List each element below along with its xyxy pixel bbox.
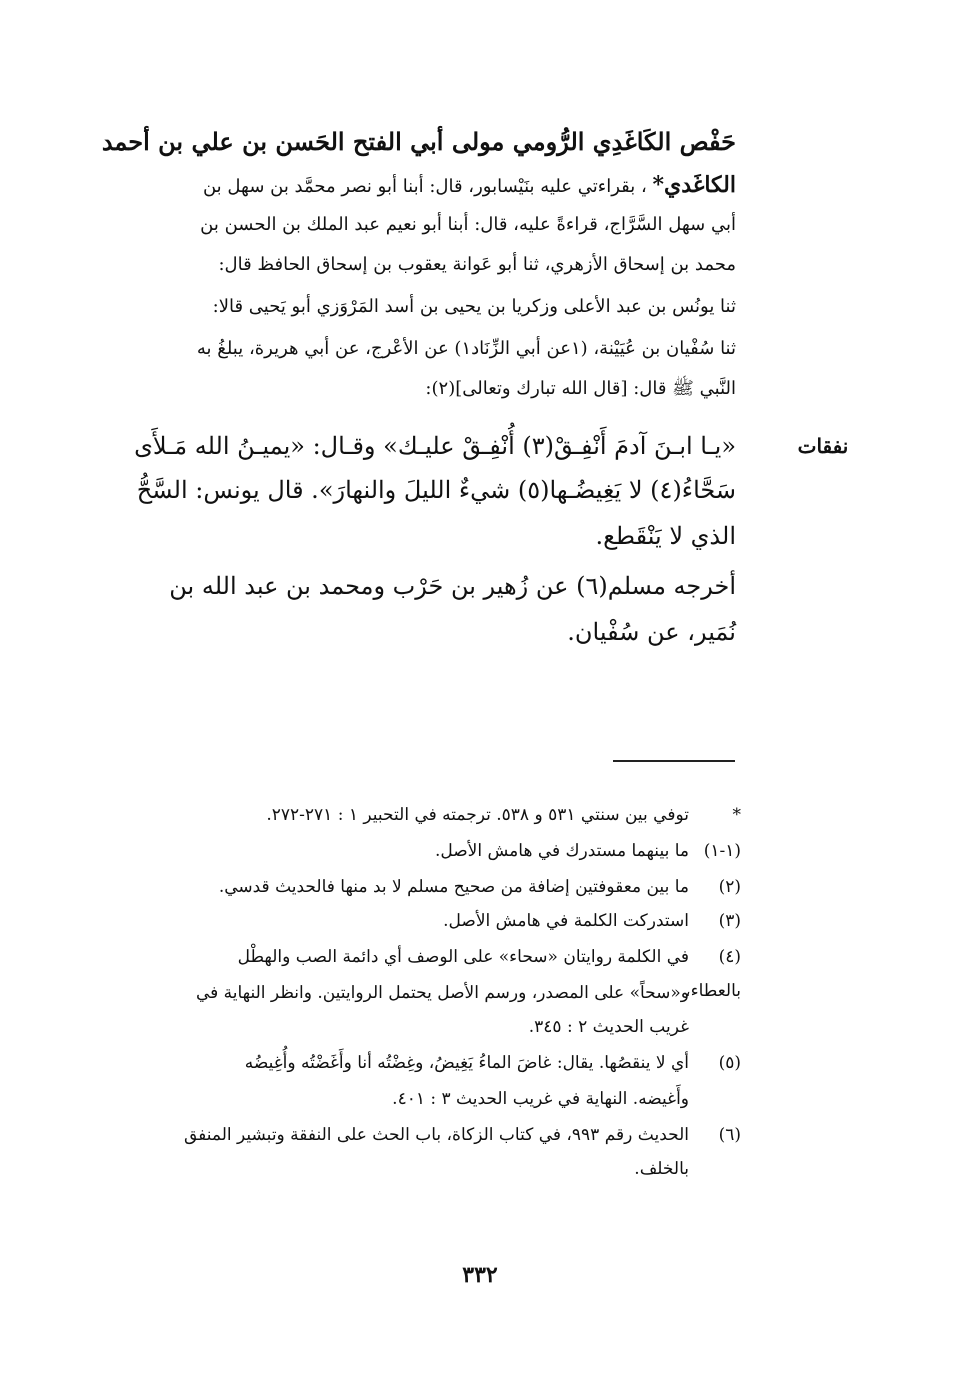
footnote-3	[181, 904, 741, 938]
page-number: ٣٣٢	[462, 1262, 498, 1288]
footnote-text: الحديث رقم ٩٩٣، في كتاب الزكاة، باب الحث على النفقة وتبشير المنفق	[183, 1125, 689, 1145]
footnote-text: أي لا ينقصُها. يقال: غاضَ الماءُ يَغِيضُ، وغِضْتُه أنا وأَغَضْتُه وأُغِيضُه	[244, 1053, 689, 1073]
intro-line-2: أبي سهل السَّرَّاج، قراءةً عليه، قال: أبنا أبو نعيم عبد الملك بن الحسن بن	[200, 214, 736, 235]
footnote-text: وأَغيضه. النهاية في غريب الحديث ٣ : ٤٠١.	[392, 1089, 689, 1109]
intro-line-6: النَّبي ﷺ قال: [قال الله تبارك وتعالى](٢):	[425, 378, 736, 399]
footnote-separator	[613, 760, 735, 762]
intro-line-4: ثنا يونُس بن عبد الأعلى وزكريا بن يحيى بن أسد المَرْوَزي أبو يَحيى قالا:	[212, 296, 736, 317]
footnote-marker: (٤)	[718, 947, 741, 967]
footnote-text: في الكلمة روايتان «سحاء» على الوصف أي دائمة الصب والهطْل بالعطاء،	[237, 947, 741, 1001]
narrator-name: الكاغَدي*	[652, 172, 736, 198]
footnote-marker: (٣)	[718, 911, 741, 931]
footnote-text: ما بينهما مستدرك في هامش الأصل.	[434, 841, 689, 861]
hadith-line-3: الذي لا يَنْقَطع.	[595, 522, 736, 550]
footnote-4-cont-1	[181, 976, 741, 1010]
footnote-marker: (٦)	[718, 1125, 741, 1145]
narrator-heading: حَفْص الكَاغَدِي الرُّومي مولى أبي الفتح الحَسن بن علي بن أحمد	[101, 127, 736, 156]
footnote-6	[181, 1118, 741, 1152]
footnote-text: بالخلف.	[634, 1159, 689, 1179]
footnote-marker: *	[732, 805, 741, 825]
takhrij-line-1: أخرجه مسلم(٦) عن زُهير بن حَرْب ومحمد بن عبد الله بن	[169, 572, 736, 600]
hadith-line-1: «يـا ابـنَ آدمَ أَنْفِـقْ(٣) أُنْفِـقْ عليـك» وقـال: «يميـنُ الله مَـلأَى	[134, 432, 736, 460]
footnote-2	[181, 870, 741, 904]
intro-line-1	[202, 168, 736, 204]
footnote-text: استدركت الكلمة في هامش الأصل.	[443, 911, 689, 931]
intro-line-3: محمد بن إسحاق الأزهري، ثنا أبو عَوانة يعقوب بن إسحاق الحافظ قال:	[218, 254, 736, 275]
footnote-6-cont	[181, 1152, 741, 1186]
hadith-line-2: سَحَّاءُ(٤) لا يَغِيضُـها(٥) شيءٌ الليلَ والنهارَ». قال يونس: السَّحُّ	[136, 476, 736, 504]
intro-line-1-text: ، بقراءتي عليه بنَيْسابور، قال: أبنا أبو نصر محمَّد بن سهل بن	[202, 176, 647, 197]
footnote-star	[181, 798, 741, 832]
footnote-5-cont	[181, 1082, 741, 1116]
takhrij-line-2: نُمَير، عن سُفْيان.	[567, 618, 736, 646]
footnote-marker: (١-١)	[703, 841, 741, 861]
footnote-text: ما بين معقوفتين إضافة من صحيح مسلم لا بد منها فالحديث قدسي.	[218, 877, 689, 897]
footnote-5	[181, 1046, 741, 1080]
intro-line-5: ثنا سُفْيان بن عُيَيْنة، (١عن أبي الزِّنَاد١) عن الأعْرج، عن أبي هريرة، يبلغُ به	[196, 338, 736, 359]
footnote-1	[181, 834, 741, 868]
footnote-text: توفي بين سنتي ٥٣١ و ٥٣٨. ترجمته في التحبير ١ : ٢٧١-٢٧٢.	[266, 805, 689, 825]
footnote-text: غريب الحديث ٢ : ٣٤٥.	[528, 1017, 689, 1037]
margin-label: نفقات	[797, 434, 849, 458]
footnote-marker: (٥)	[718, 1053, 741, 1073]
footnote-text: و«سحاً» على المصدر، ورسم الأصل يحتمل الروايتين. وانظر النهاية في	[195, 983, 689, 1003]
footnote-4-cont-2	[181, 1010, 741, 1044]
footnote-marker: (٢)	[718, 877, 741, 897]
